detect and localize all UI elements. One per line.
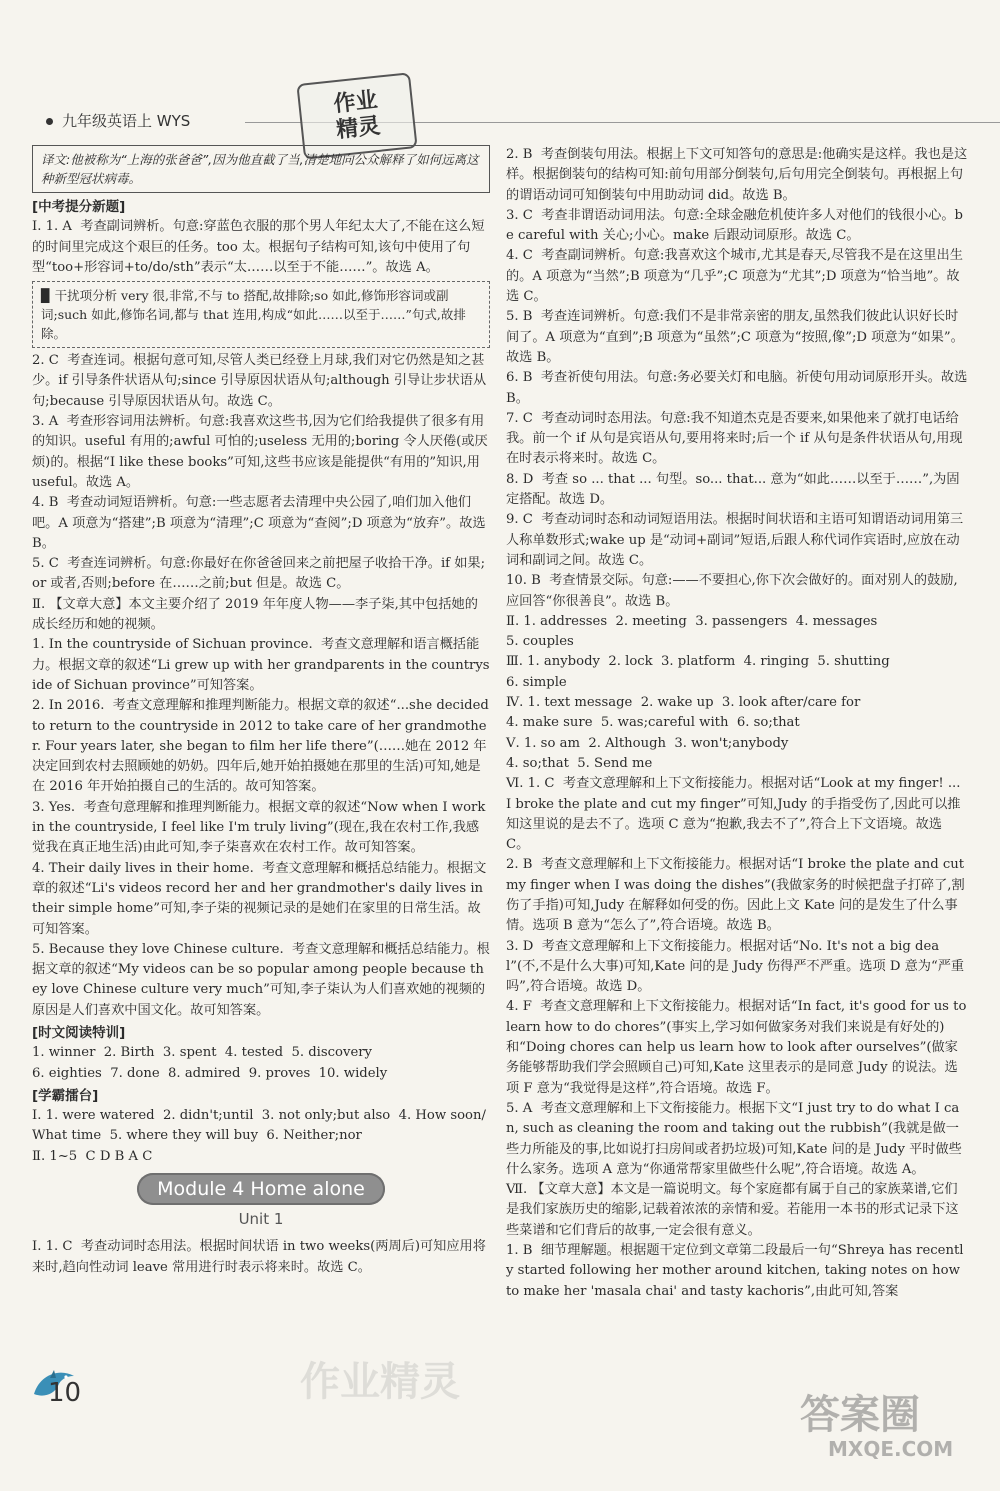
answer-paragraph: Ⅱ. 【文章大意】本文主要介绍了 2019 年年度人物——李子柒,其中包括她的成长经历和她的视频。 [32,596,478,633]
answer-paragraph: Ⅵ. 1. C 考查文意理解和上下文衔接能力。根据对话“Look at my finger! ... I broke the plate and cut my finger”可知,Judy 的手指受伤了,因此可以推知这里说的是去不了。选项 C 意为“抱歉,我去不了”,符合上下文语境。故选 C。 [506,776,965,853]
answer-paragraph: 3. C 考查非谓语动词用法。句意:全球金融危机使许多人对他们的钱很小心。be careful with 关心;小心。make 后跟动词原形。故选 C。 [506,207,963,244]
translation-box: 译文:他被称为“上海的张爸爸”,因为他直截了当,清楚地向公众解释了如何远离这种新型冠状病毒。 [32,145,490,193]
answer-paragraph: 8. D 考查 so ... that ... 句型。so... that... 意为“如此……以至于……”,为固定搭配。故选 D。 [506,471,960,508]
stamp-line-1: 作业 [332,87,379,118]
answer-paragraph: 4. B 考查动词短语辨析。句意:一些志愿者去清理中央公园了,咱们加入他们吧。A 项意为“搭建”;B 项意为“清理”;C 项意为“查阅”;D 项意为“放弃”。故选 B。 [32,495,490,551]
answer-paragraph: 4. F 考查文意理解和上下文衔接能力。根据对话“In fact, it's good for us to learn how to do chores”(事实上,学习如何做家务对我们来说是有好处的)和“Doing chores can help us learn how to look after ourselves”(做家务能够帮助我们学会照顾自己)可知,Kate 这里表示的是同意 Judy 的说法。选项 F 意为“我觉得是这样”,符合语境。故选 F。 [506,999,971,1096]
answer-paragraph: 1. In the countryside of Sichuan province. 考查文意理解和语言概括能力。根据文章的叙述“Li grew up with her grandparents in the countryside of Sichuan province”可知答案。 [32,637,490,693]
faint-watermark: 作业精灵 [300,1359,460,1405]
answer-paragraph: 2. C 考查连词。根据句意可知,尽管人类已经登上月球,我们对它仍然是知之甚少。if 引导条件状语从句;since 引导原因状语从句;although 引导让步状语从句;because 引导原因状语从句。故选 C。 [32,353,487,409]
answer-line: 5. couples [506,634,574,650]
watermark-text: 答案圈 [800,1392,920,1438]
unit-title: Unit 1 [238,1210,284,1229]
section-heading: [时文阅读特训] [32,1024,126,1041]
distractor-analysis-box: ▉ 干扰项分析 very 很,非常,不与 to 搭配,故排除;so 如此,修饰形容词或副词;such 如此,修饰名词,都与 that 连用,构成“如此……以至于……”句式,故排除。 [32,281,490,348]
answer-paragraph: Ⅰ. 1. A 考查副词辨析。句意:穿蓝色衣服的那个男人年纪太大了,不能在这么短的时间里完成这个艰巨的任务。too 太。根据句子结构可知,该句中使用了句型“too+形容词+to/do/sth”表示“太……以至于不能……”。故选 A。 [32,219,485,275]
answer-paragraph: 4. Their daily lives in their home. 考查文意理解和概括总结能力。根据文章的叙述“Li's videos record her and her grandmother's daily lives in their simple home”可知,李子柒的视频记录的是她们在家里的日常生活。故可知答案。 [32,860,488,937]
answer-paragraph: 9. C 考查动词时态和动词短语用法。根据时间状语和主语可知谓语动词用第三人称单数形式;wake up 是“动词+副词”短语,后跟人称代词作宾语时,应放在动词和副词之间。故选 C。 [506,512,964,568]
answer-line: Ⅳ. 1. text message 2. wake up 3. look after/care for [506,695,861,711]
answer-paragraph: Ⅶ. 【文章大意】本文是一篇说明文。每个家庭都有属于自己的家族菜谱,它们是我们家族历史的缩影,记载着浓浓的亲情和爱。若能用一本书的形式记录下这些菜谱和它们背后的故事,一定会很有意义。 [506,1182,959,1238]
answer-paragraph: 5. Because they love Chinese culture. 考查文意理解和概括总结能力。根据文章的叙述“My videos can be so popular among people because they love Chinese culture very much”可知,李子柒认为人们喜欢她的视频的原因是人们喜欢中国文化。故可知答案。 [32,941,490,1018]
answer-paragraph: 3. A 考查形容词用法辨析。句意:我喜欢这些书,因为它们给我提供了很多有用的知识。useful 有用的;awful 可怕的;useless 无用的;boring 令人厌倦(或厌烦)的。根据“I like these books”可知,这些书应该是能提供“有用的”知识,用 useful。故选 A。 [32,414,488,490]
answer-paragraph: 7. C 考查动词时态用法。句意:我不知道杰克是否要来,如果他来了就打电话给我。前一个 if 从句是宾语从句,要用将来时;后一个 if 从句是条件状语从句,用现在时表示将来时。故选 C。 [506,410,963,467]
watermark-url: MXQE.COM [828,1437,954,1461]
answer-line: 1. winner 2. Birth 3. spent 4. tested 5. discovery [32,1045,372,1061]
header-title: 九年级英语上 WYS [62,112,191,130]
answer-paragraph: 10. B 考查情景交际。句意:——不要担心,你下次会做好的。面对别人的鼓励,应回答“你很善良”。故选 B。 [506,573,958,609]
answer-line: Ⅱ. 1. addresses 2. meeting 3. passengers 4. messages [506,613,878,629]
answer-line: 6. simple [506,674,567,690]
answer-paragraph: 4. C 考查副词辨析。句意:我喜欢这个城市,尤其是春天,尽管我不是在这里出生的。A 项意为“当然”;B 项意为“几乎”;C 项意为“尤其”;D 项意为“恰当地”。故选 C。 [506,248,963,305]
answer-paragraph: Ⅰ. 1. C 考查动词时态用法。根据时间状语 in two weeks(两周后)可知应用将来时,趋向性动词 leave 常用进行时表示将来时。故选 C。 [32,1239,486,1275]
answer-paragraph: Ⅰ. 1. were watered 2. didn't;until 3. not only;but also 4. How soon/What time 5. where they will buy 6. Neither;nor [32,1108,486,1144]
right-column [506,145,972,1302]
answer-line: Ⅴ. 1. so am 2. Although 3. won't;anybody [506,735,789,751]
stamp-line-2: 精灵 [335,113,382,144]
answer-paragraph: 3. D 考查文意理解和上下文衔接能力。根据对话“No. It's not a big deal”(不,不是什么大事)可知,Kate 问的是 Judy 伤得严不严重。选项 D 意为“严重吗”,符合语境。故选 D。 [506,938,965,995]
page-header [40,108,520,138]
answer-paragraph: 5. C 考查连词辨析。句意:你最好在你爸爸回来之前把屋子收拾干净。if 如果;or 或者,否则;before 在……之前;but 但是。故选 C。 [32,556,486,592]
answer-line: 4. make sure 5. was;careful with 6. so;that [506,715,800,731]
page-number: 10 [48,1378,82,1408]
answer-paragraph: 2. B 考查文意理解和上下文衔接能力。根据对话“I broke the plate and cut my finger when I was doing the dishes”(我做家务的时候把盘子打碎了,割伤了手指)可知,Judy 在解释如何受的伤。因此上文 Kate 问的是发生了什么事情。选项 B 意为“怎么了”,符合语境。故选 B。 [506,857,969,934]
bullet-icon [46,118,53,125]
site-watermark [800,1383,970,1473]
left-column [32,145,494,1278]
answer-paragraph: 5. A 考查文意理解和上下文衔接能力。根据下文“I just try to do what I can, such as cleaning the room and taking out the rubbish”(我就是做一些力所能及的事,比如说打扫房间或者扔垃圾)可知,Kate 问的是 Judy 平时做些什么家务。选项 A 意为“你通常帮家里做些什么呢”,符合语境。故选 A。 [506,1100,962,1177]
answer-line: 6. eighties 7. done 8. admired 9. proves 10. widely [32,1065,388,1081]
section-heading: [中考提分新题] [32,199,126,215]
module-banner: Module 4 Home alone [137,1173,385,1205]
section-heading: [学霸擂台] [32,1087,99,1104]
answer-line: Ⅲ. 1. anybody 2. lock 3. platform 4. ringing 5. shutting [506,654,890,670]
answer-line: 4. so;that 5. Send me [506,755,653,771]
answer-paragraph: 6. B 考查祈使句用法。句意:务必要关灯和电脑。祈使句用动词原形开头。故选 B。 [506,370,972,406]
answer-paragraph: 3. Yes. 考查句意理解和推理判断能力。根据文章的叙述“Now when I work in the countryside, I feel like I'm truly living”(现在,我在农村工作,我感觉我在真正地生活)由此可知,李子柒喜欢在农村工作。故可知答案。 [32,799,490,856]
answer-paragraph: 2. B 考查倒装句用法。根据上下文可知答句的意思是:他确实是这样。我也是这样。根据倒装句的结构可知:前句用部分倒装句,后句用完全倒装句。再根据上句的谓语动词可知倒装句中用助动词 did。故选 B。 [506,147,968,203]
answer-paragraph: 2. In 2016. 考查文意理解和推理判断能力。根据文章的叙述“...she decided to return to the countryside in 2012 to take care of her grandmother. Four years later, she began to film her life there”(……她在 2012 年决定回到农村去照顾她的奶奶。四年后,她开始拍摄她在那里的生活)可知,她是在 2016 年开始拍摄自己的生活的。故可知答案。 [32,698,494,795]
answer-paragraph: 1. B 细节理解题。根据题干定位到文章第二段最后一句“Shreya has recently started following her mother around kitchen, taking notes on how to make her 'masala chai' and tasty kachoris”,由此可知,答案 [506,1243,965,1299]
answer-paragraph: 5. B 考查连词辨析。句意:我们不是非常亲密的朋友,虽然我们彼此认识好长时间了。A 项意为“直到”;B 项意为“虽然”;C 项意为“按照,像”;D 项意为“如果”。故选 B。 [506,309,964,365]
answer-line: Ⅱ. 1~5 C D B A C [32,1148,153,1164]
